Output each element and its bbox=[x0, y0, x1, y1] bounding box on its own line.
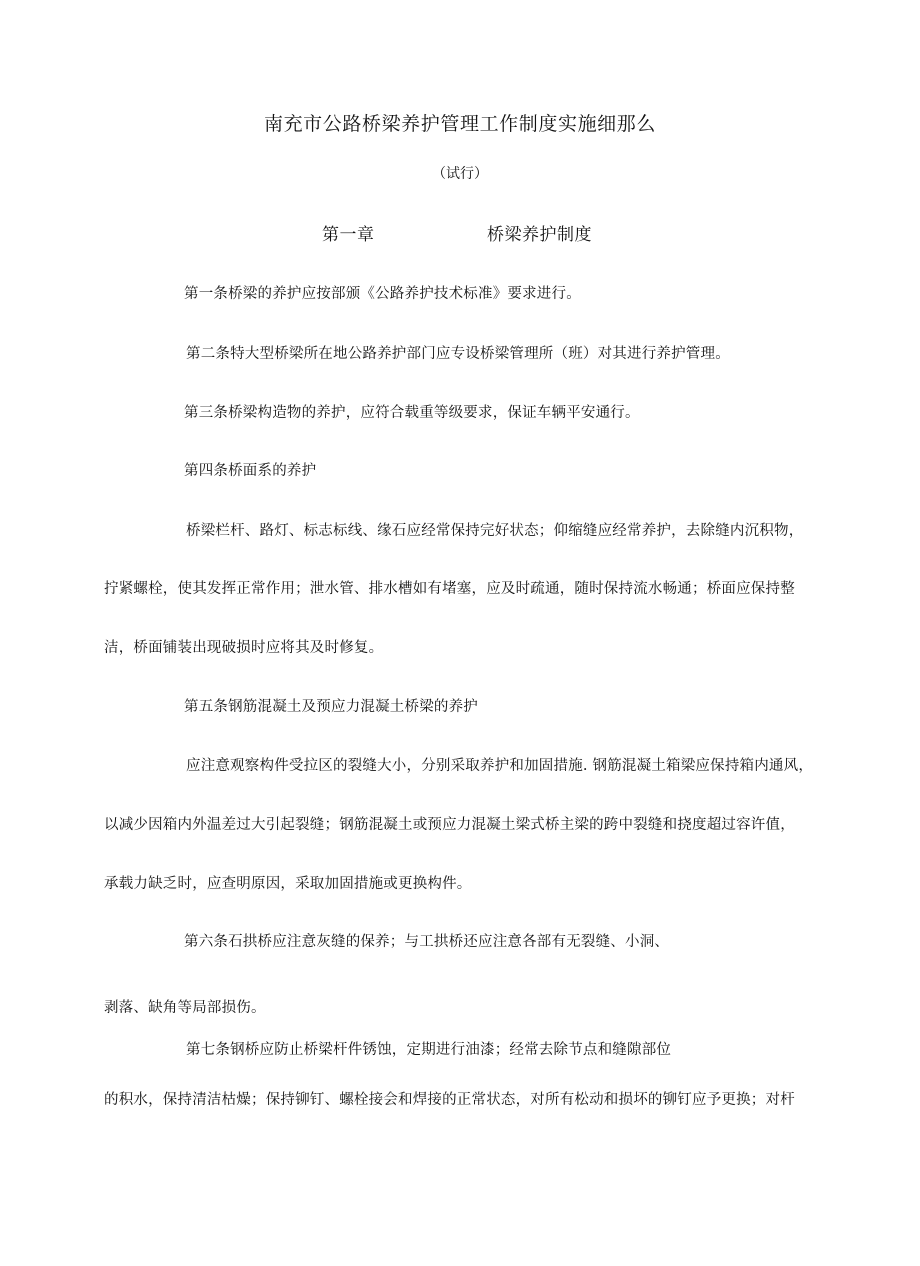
article-5-heading: 第五条钢筋混凝土及预应力混凝土桥梁的养护 bbox=[184, 699, 478, 715]
article-4-text-line-1: 桥梁栏杆、路灯、标志标线、缘石应经常保持完好状态；仰缩缝应经常养护，去除缝内沉积物， bbox=[186, 523, 804, 539]
article-7-line-2: 的积水，保持清洁枯燥；保持铆钉、螺栓接会和焊接的正常状态，对所有松动和损坏的铆钉应予更换；对杆 bbox=[104, 1092, 795, 1108]
article-3: 第三条桥梁构造物的养护，应符合载重等级要求，保证车辆平安通行。 bbox=[184, 405, 640, 421]
article-4-text-line-2: 拧紧螺栓，使其发挥正常作用；泄水管、排水槽如有堵塞，应及时疏通，随时保持流水畅通；桥面应保持整 bbox=[104, 581, 795, 597]
article-5-text-line-3: 承载力缺乏时，应查明原因，采取加固措施或更换构件。 bbox=[104, 876, 472, 892]
document-title: 南充市公路桥梁养护管理工作制度实施细那么 bbox=[263, 113, 656, 135]
article-6-line-2: 剥落、缺角等局部损伤。 bbox=[104, 1000, 266, 1016]
chapter-name: 桥梁养护制度 bbox=[487, 225, 592, 245]
article-4-text-line-3: 洁，桥面铺装出现破损时应将其及时修复。 bbox=[104, 640, 384, 656]
article-1: 第一条桥梁的养护应按部颁《公路养护技术标准》要求进行。 bbox=[184, 286, 581, 302]
article-2: 第二条特大型桥梁所在地公路养护部门应专设桥梁管理所（班）对其进行养护管理。 bbox=[186, 346, 730, 362]
article-5-text-line-1: 应注意观察构件受拉区的裂缝大小，分别采取养护和加固措施. 钢筋混凝土箱梁应保持箱内通风， bbox=[186, 758, 814, 774]
article-4-heading: 第四条桥面系的养护 bbox=[184, 463, 317, 479]
article-5-text-line-2: 以减少因箱内外温差过大引起裂缝；钢筋混凝土或预应力混凝土梁式桥主梁的跨中裂缝和挠度超过容许值， bbox=[104, 817, 795, 833]
document-subtitle: （试行） bbox=[432, 166, 488, 182]
article-7-line-1: 第七条钢桥应防止桥梁杆件锈蚀，定期进行油漆；经常去除节点和缝隙部位 bbox=[186, 1042, 672, 1058]
article-6-line-1: 第六条石拱桥应注意灰缝的保养；与工拱桥还应注意各部有无裂缝、小洞、 bbox=[184, 934, 670, 950]
chapter-number: 第一章 bbox=[322, 225, 375, 245]
